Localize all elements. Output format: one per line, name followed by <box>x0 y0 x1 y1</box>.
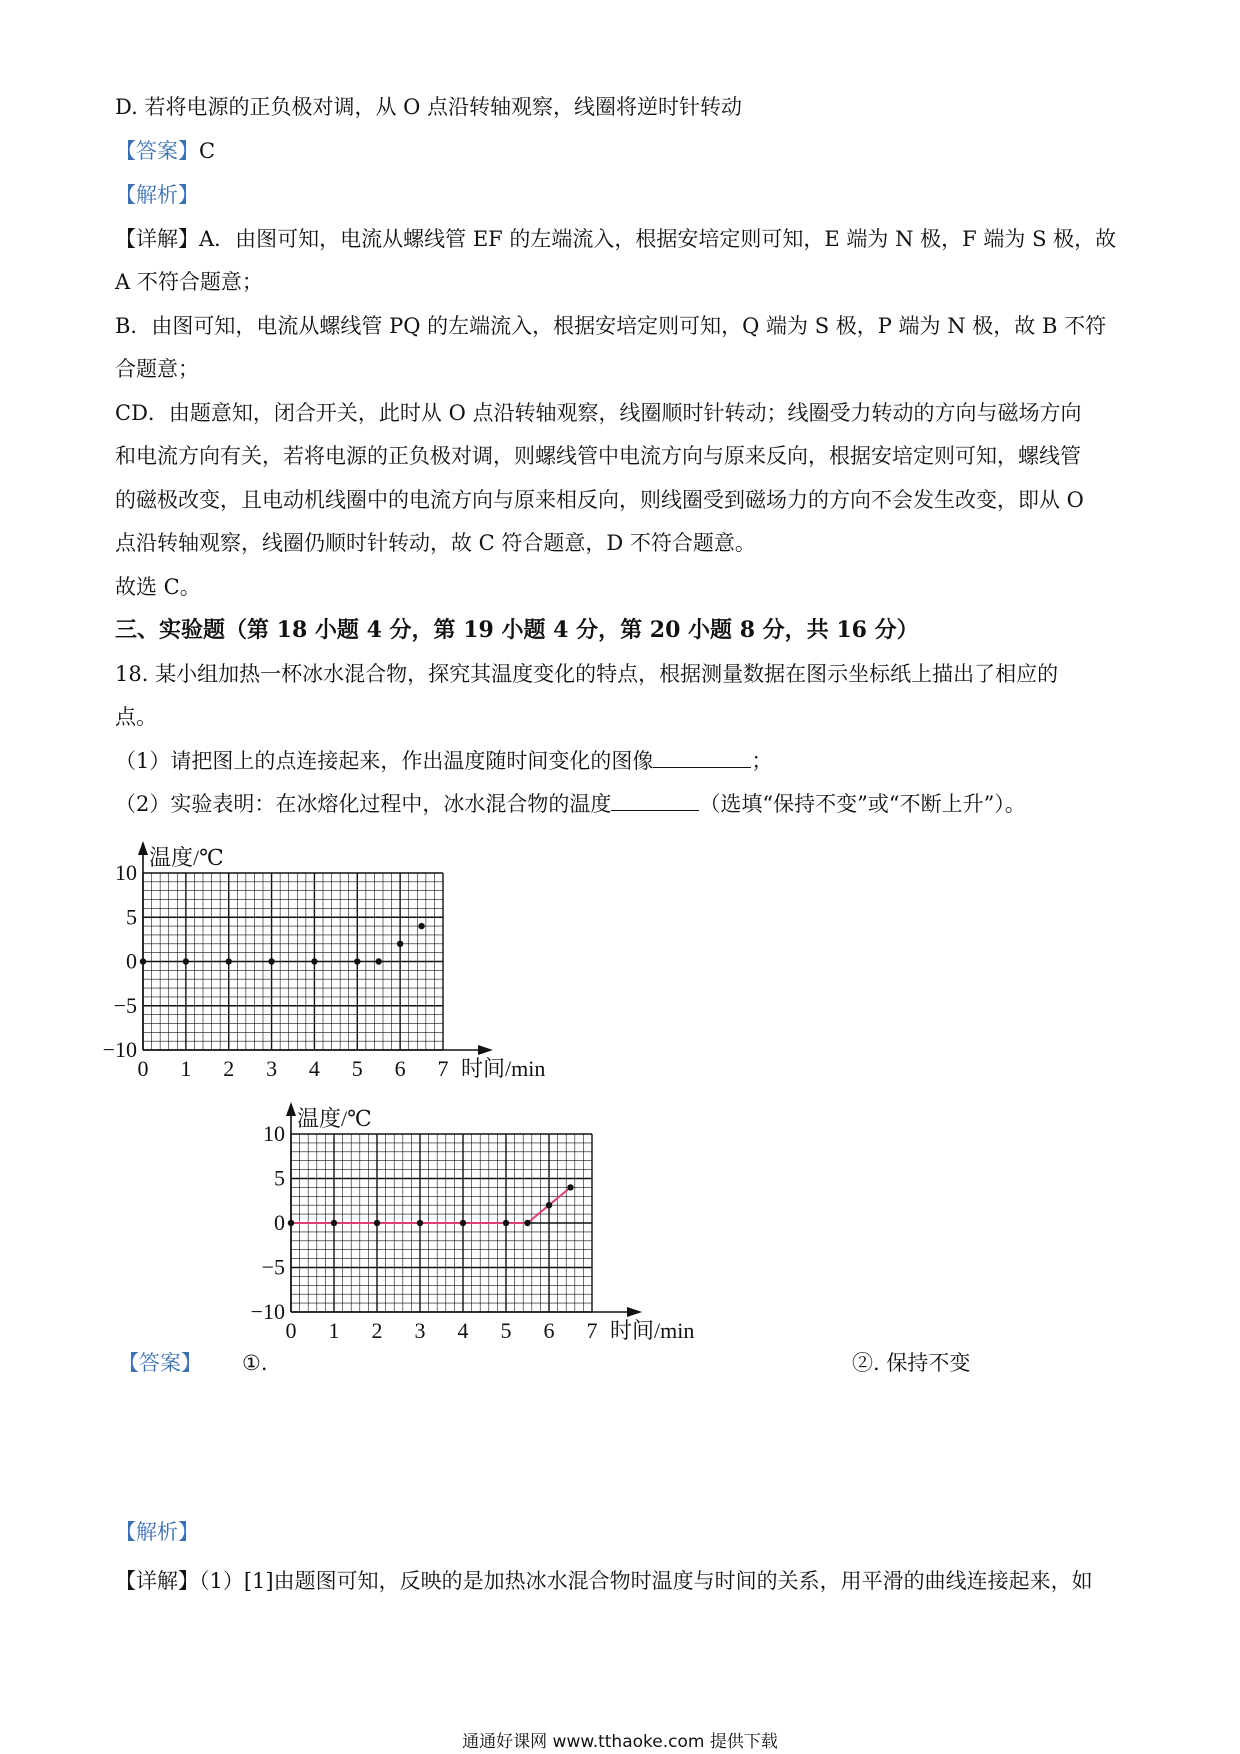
data-point <box>524 1220 530 1226</box>
part1-text: （1）请把图上的点连接起来，作出温度随时间变化的图像 <box>115 749 654 773</box>
detail-17-cd2: 和电流方向有关，若将电源的正负极对调，则螺线管中电流方向与原来反向，根据安培定则可知，螺线管 <box>115 444 1081 468</box>
data-point <box>226 958 232 964</box>
y-tick-label: 10 <box>263 1121 285 1146</box>
answer-18-part1: ①. <box>242 1351 268 1375</box>
x-axis-label: 时间/min <box>461 1056 546 1081</box>
data-point <box>567 1184 573 1190</box>
data-point <box>354 958 360 964</box>
detail-text: A．由图可知，电流从螺线管 EF 的左端流入，根据安培定则可知，E 端为 N 极，F 端为 S 极，故 <box>199 227 1117 251</box>
y-tick-label: 5 <box>274 1165 285 1191</box>
x-tick-label: 4 <box>308 1056 320 1081</box>
x-axis-arrow <box>478 1045 493 1055</box>
y-tick-label: −10 <box>102 1037 137 1062</box>
y-tick-label: 0 <box>126 948 137 974</box>
y-tick-label: −5 <box>113 992 137 1018</box>
y-tick-label: 5 <box>126 904 137 930</box>
answer-17 <box>115 136 215 166</box>
answer-value: C <box>199 139 216 163</box>
footer-credit: 通通好课网 www.tthaoke.com 提供下载 <box>462 1732 778 1752</box>
detail-17-cd3: 的磁极改变，且电动机线圈中的电流方向与原来相反向，则线圈受到磁场力的方向不会发生改变，即从 O <box>115 488 1084 512</box>
x-tick-label: 1 <box>180 1056 192 1081</box>
x-tick-label: 5 <box>351 1056 363 1081</box>
x-axis-arrow <box>627 1307 642 1317</box>
answer-blank-1 <box>653 747 751 768</box>
answer-blank-2 <box>611 790 699 811</box>
data-point <box>331 1220 337 1226</box>
data-point <box>376 958 382 964</box>
data-point <box>183 958 189 964</box>
part1-end: ； <box>751 749 773 773</box>
x-tick-label: 3 <box>414 1318 426 1343</box>
answer-tag: 【答案】 <box>115 139 199 163</box>
question-18-part1 <box>115 746 772 776</box>
data-point <box>460 1220 466 1226</box>
y-tick-label: −10 <box>250 1299 285 1324</box>
data-point <box>374 1220 380 1226</box>
x-tick-label: 7 <box>437 1056 449 1081</box>
detail-tag: 【详解】 <box>115 227 199 251</box>
answer-chart <box>250 1085 805 1345</box>
x-tick-label: 0 <box>285 1318 297 1343</box>
x-tick-label: 6 <box>394 1056 406 1081</box>
data-point <box>546 1202 552 1208</box>
question-18-part2 <box>115 789 1026 819</box>
y-axis-label: 温度/℃ <box>149 845 224 870</box>
part2-end: （选填“保持不变”或“不断上升”）。 <box>699 792 1026 816</box>
choose-17: 故选 C。 <box>115 575 201 599</box>
data-point <box>140 958 146 964</box>
question-18-line2: 点。 <box>115 705 157 729</box>
question-18-line1: 18. 某小组加热一杯冰水混合物，探究其温度变化的特点，根据测量数据在图示坐标纸上描出了相应的 <box>115 662 1059 686</box>
x-tick-label: 3 <box>266 1056 278 1081</box>
y-tick-label: −5 <box>261 1254 285 1280</box>
section-heading: 三、实验题（第 18 小题 4 分，第 19 小题 4 分，第 20 小题 8 分，共 16 分） <box>115 617 919 643</box>
detail-text: （1）[1]由题图可知，反映的是加热冰水混合物时温度与时间的关系，用平滑的曲线连接起来，如 <box>199 1569 1093 1593</box>
option-d: D. 若将电源的正负极对调，从 O 点沿转轴观察，线圈将逆时针转动 <box>115 95 743 119</box>
detail-18-line1 <box>115 1566 1093 1596</box>
x-tick-label: 0 <box>137 1056 149 1081</box>
detail-17-b1: B．由图可知，电流从螺线管 PQ 的左端流入，根据安培定则可知，Q 端为 S 极，P 端为 N 极，故 B 不符 <box>115 314 1107 338</box>
question-chart <box>100 820 620 1110</box>
x-tick-label: 2 <box>371 1318 383 1343</box>
x-tick-label: 6 <box>543 1318 555 1343</box>
analysis-17: 【解析】 <box>115 183 199 207</box>
analysis-18: 【解析】 <box>115 1520 199 1544</box>
y-tick-label: 0 <box>274 1210 285 1235</box>
data-point <box>417 1220 423 1226</box>
answer-18-tag: 【答案】 <box>118 1351 202 1375</box>
y-axis-label: 温度/℃ <box>297 1106 372 1131</box>
part2-text: （2）实验表明：在冰熔化过程中，冰水混合物的温度 <box>115 792 612 816</box>
x-tick-label: 1 <box>328 1318 340 1343</box>
x-tick-label: 2 <box>223 1056 235 1081</box>
detail-17-b2: 合题意； <box>115 357 199 381</box>
data-point <box>288 1220 294 1226</box>
data-point <box>418 923 424 929</box>
x-tick-label: 7 <box>586 1318 598 1343</box>
detail-17-a2: A 不符合题意； <box>115 270 263 294</box>
detail-17-a1 <box>115 224 1116 254</box>
detail-17-cd1: CD．由题意知，闭合开关，此时从 O 点沿转轴观察，线圈顺时针转动；线圈受力转动的方向与磁场方向 <box>115 401 1082 425</box>
x-tick-label: 5 <box>500 1318 512 1343</box>
x-axis-label: 时间/min <box>610 1318 695 1343</box>
data-point <box>268 958 274 964</box>
data-point <box>503 1220 509 1226</box>
detail-tag: 【详解】 <box>115 1569 199 1593</box>
y-axis-arrow <box>138 841 148 855</box>
data-point <box>397 941 403 947</box>
data-point <box>311 958 317 964</box>
y-tick-label: 10 <box>115 860 137 885</box>
y-axis-arrow <box>286 1102 296 1116</box>
answer-18-part2: ②. 保持不变 <box>852 1351 971 1375</box>
x-tick-label: 4 <box>457 1318 469 1343</box>
detail-17-cd4: 点沿转轴观察，线圈仍顺时针转动，故 C 符合题意，D 不符合题意。 <box>115 531 756 555</box>
